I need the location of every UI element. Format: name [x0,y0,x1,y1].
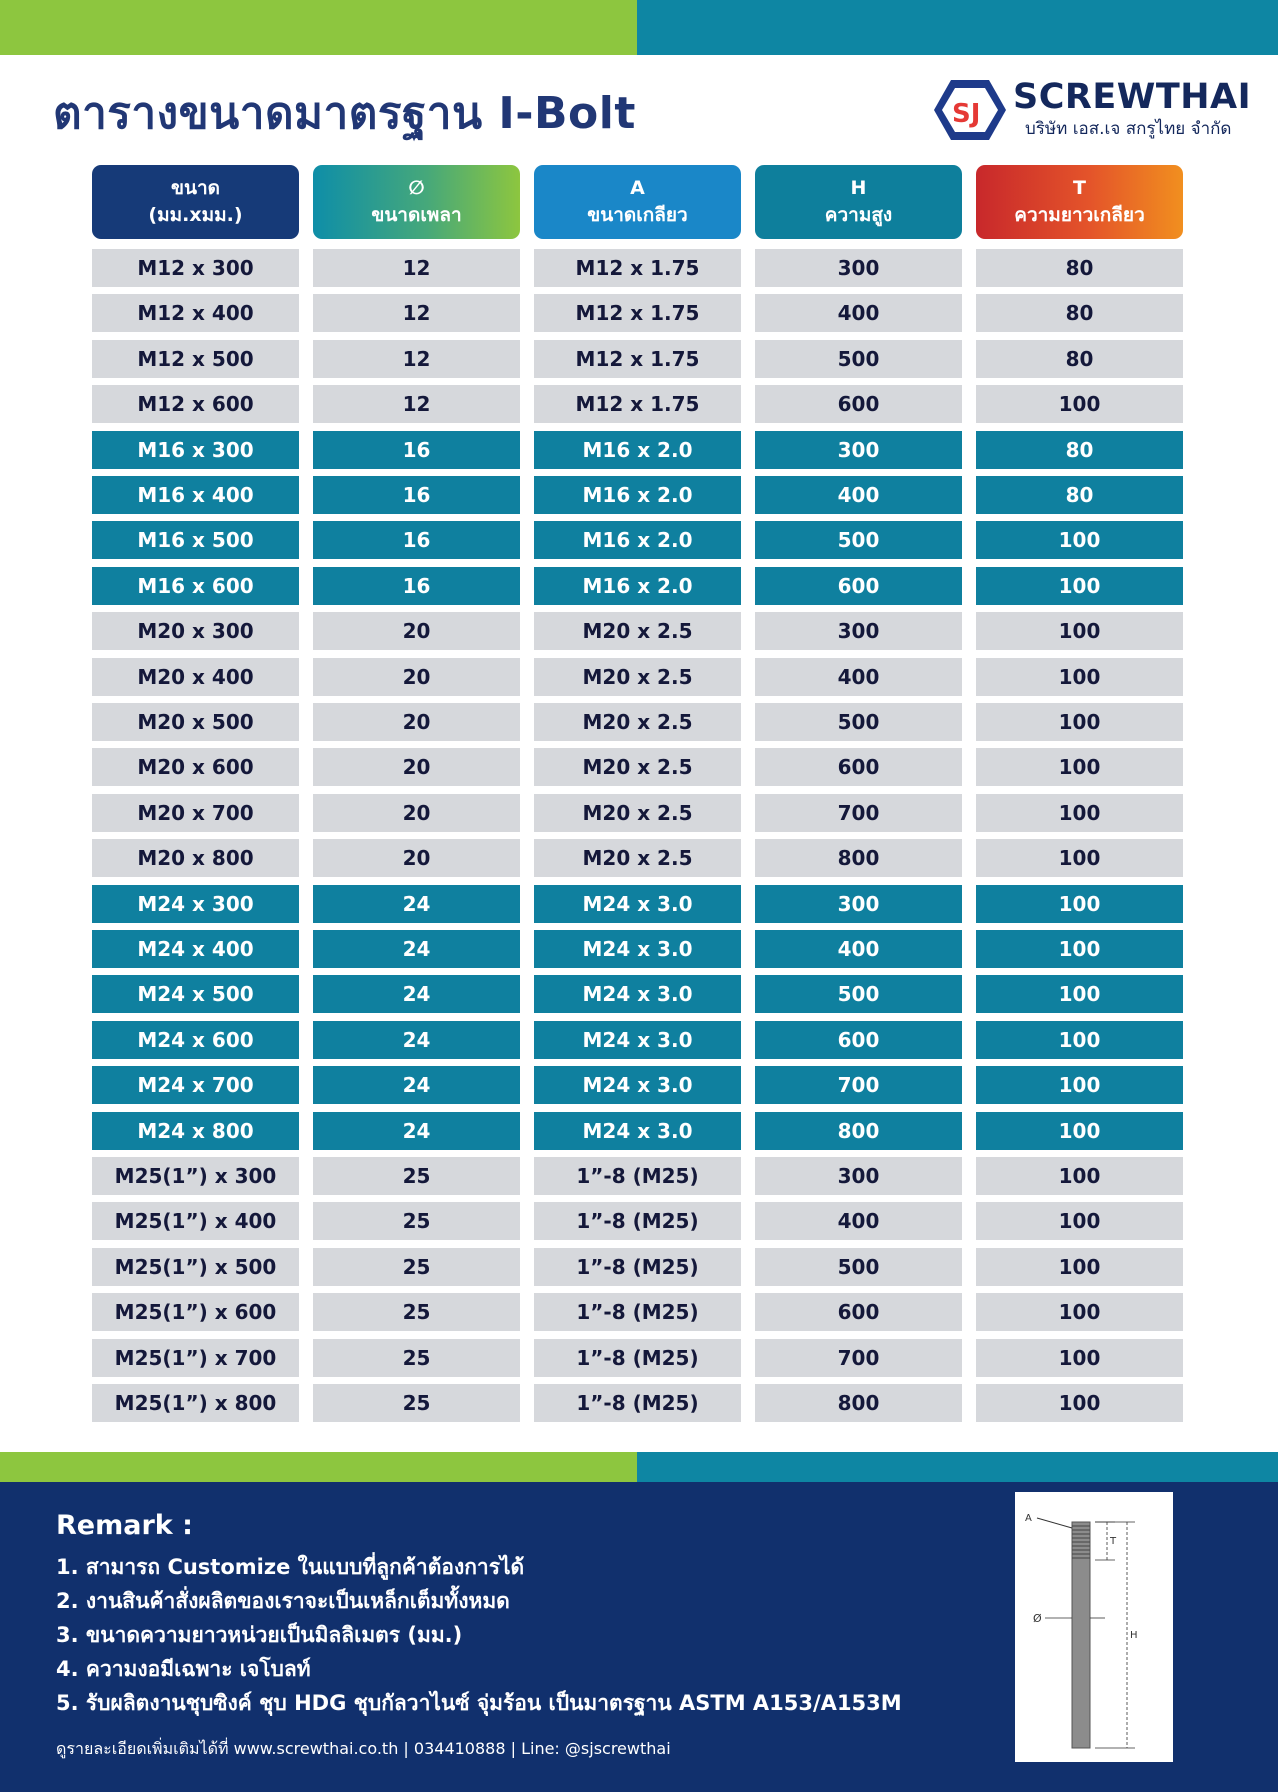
cell-height: 300 [755,431,962,469]
contact-info: ดูรายละเอียดเพิ่มเติมได้ที่ www.screwthai.co.th | 034410888 | Line: @sjscrewthai [56,1739,671,1758]
cell-shaft: 20 [313,658,520,696]
table-row [92,476,1186,514]
diagram-label-t: T [1110,1536,1117,1547]
cell-thread-length: 100 [976,1021,1183,1059]
cell-thread: M16 x 2.0 [534,431,741,469]
cell-shaft: 24 [313,975,520,1013]
cell-shaft: 25 [313,1248,520,1286]
cell-size: M20 x 500 [92,703,299,741]
sj-logo-icon [933,77,1007,143]
table-row [92,1112,1186,1150]
cell-height: 600 [755,748,962,786]
cell-thread: M24 x 3.0 [534,1112,741,1150]
cell-thread-length: 80 [976,340,1183,378]
cell-shaft: 24 [313,1112,520,1150]
cell-thread-length: 100 [976,703,1183,741]
cell-height: 500 [755,1248,962,1286]
cell-height: 400 [755,294,962,332]
diagram-label-h: H [1130,1630,1138,1641]
remark-title: Remark : [56,1510,193,1541]
cell-shaft: 16 [313,431,520,469]
cell-shaft: 16 [313,521,520,559]
top-color-bar [0,0,1278,55]
cell-thread: M24 x 3.0 [534,975,741,1013]
header-thread-length-line1: T [1073,177,1086,199]
cell-shaft: 24 [313,885,520,923]
cell-size: M20 x 300 [92,612,299,650]
cell-height: 500 [755,340,962,378]
cell-height: 700 [755,794,962,832]
table-row [92,612,1186,650]
cell-thread: M20 x 2.5 [534,658,741,696]
cell-thread: M24 x 3.0 [534,1021,741,1059]
cell-shaft: 24 [313,930,520,968]
header-thread-line1: A [630,177,645,199]
mid-bar-blue [637,1452,1278,1482]
cell-size: M25(1”) x 600 [92,1293,299,1331]
cell-thread-length: 100 [976,1157,1183,1195]
table-row [92,1248,1186,1286]
cell-shaft: 16 [313,476,520,514]
cell-height: 300 [755,612,962,650]
table-row [92,839,1186,877]
header-height-line2: ความสูง [824,204,893,226]
page-title: ตารางขนาดมาตรฐาน I-Bolt [53,88,636,139]
cell-thread: 1”-8 (M25) [534,1384,741,1422]
cell-size: M20 x 800 [92,839,299,877]
cell-height: 700 [755,1339,962,1377]
cell-size: M25(1”) x 300 [92,1157,299,1195]
mid-bar-green [0,1452,637,1482]
cell-shaft: 20 [313,839,520,877]
cell-height: 600 [755,1293,962,1331]
cell-shaft: 24 [313,1066,520,1104]
cell-thread: M12 x 1.75 [534,249,741,287]
cell-thread: M12 x 1.75 [534,385,741,423]
table-row [92,885,1186,923]
logo-letter-s: SJ [952,99,981,129]
cell-height: 300 [755,885,962,923]
cell-thread-length: 100 [976,521,1183,559]
screwthai-logo [933,75,1252,145]
cell-size: M25(1”) x 400 [92,1202,299,1240]
table-row [92,1021,1186,1059]
cell-size: M12 x 400 [92,294,299,332]
cell-height: 600 [755,385,962,423]
cell-thread: M16 x 2.0 [534,521,741,559]
cell-thread-length: 80 [976,294,1183,332]
cell-size: M24 x 400 [92,930,299,968]
cell-thread-length: 100 [976,1339,1183,1377]
middle-color-bar [0,1452,1278,1482]
cell-height: 700 [755,1066,962,1104]
cell-thread-length: 100 [976,567,1183,605]
header-shaft-diameter [313,165,520,239]
cell-thread-length: 100 [976,1384,1183,1422]
cell-thread-length: 100 [976,975,1183,1013]
header-size-line1: ขนาด [171,177,220,199]
cell-thread: M16 x 2.0 [534,567,741,605]
cell-thread-length: 100 [976,930,1183,968]
header-thread-line2: ขนาดเกลียว [587,204,688,226]
cell-shaft: 16 [313,567,520,605]
cell-size: M12 x 300 [92,249,299,287]
top-bar-blue [637,0,1278,55]
cell-size: M24 x 500 [92,975,299,1013]
cell-shaft: 20 [313,794,520,832]
cell-thread-length: 80 [976,249,1183,287]
cell-thread: M16 x 2.0 [534,476,741,514]
ibolt-dimension-diagram [1015,1492,1173,1762]
cell-shaft: 25 [313,1157,520,1195]
table-row [92,748,1186,786]
cell-thread-length: 80 [976,431,1183,469]
cell-thread: M20 x 2.5 [534,612,741,650]
cell-thread-length: 100 [976,794,1183,832]
cell-thread-length: 100 [976,1066,1183,1104]
cell-size: M24 x 800 [92,1112,299,1150]
cell-size: M16 x 500 [92,521,299,559]
table-row [92,703,1186,741]
remark-item: 1. สามารถ Customize ในแบบที่ลูกค้าต้องการได้ [56,1555,525,1579]
cell-shaft: 20 [313,612,520,650]
table-row [92,794,1186,832]
diagram-label-a: A [1025,1513,1032,1524]
cell-thread: M12 x 1.75 [534,294,741,332]
cell-thread-length: 100 [976,1202,1183,1240]
cell-height: 600 [755,1021,962,1059]
cell-size: M25(1”) x 500 [92,1248,299,1286]
cell-thread: 1”-8 (M25) [534,1293,741,1331]
cell-thread-length: 80 [976,476,1183,514]
table-row [92,294,1186,332]
table-row [92,249,1186,287]
remark-footer [0,1482,1278,1792]
cell-size: M20 x 600 [92,748,299,786]
header-height-line1: H [850,177,867,199]
cell-thread: M12 x 1.75 [534,340,741,378]
header-height [755,165,962,239]
cell-height: 800 [755,1384,962,1422]
cell-thread-length: 100 [976,839,1183,877]
cell-thread: M24 x 3.0 [534,1066,741,1104]
top-bar-green [0,0,637,55]
cell-thread: M24 x 3.0 [534,885,741,923]
table-row [92,385,1186,423]
cell-shaft: 25 [313,1202,520,1240]
cell-size: M24 x 600 [92,1021,299,1059]
header-thread-length-line2: ความยาวเกลียว [1014,204,1145,226]
cell-shaft: 25 [313,1339,520,1377]
header-size [92,165,299,239]
cell-shaft: 24 [313,1021,520,1059]
diagram-label-diameter: Ø [1033,1612,1042,1625]
cell-height: 300 [755,1157,962,1195]
brand-name: SCREWTHAI [1013,77,1252,117]
header-thread-size [534,165,741,239]
cell-size: M20 x 400 [92,658,299,696]
cell-size: M16 x 300 [92,431,299,469]
cell-thread: 1”-8 (M25) [534,1248,741,1286]
table-header-row [92,165,1186,239]
cell-size: M24 x 300 [92,885,299,923]
cell-height: 400 [755,1202,962,1240]
cell-shaft: 12 [313,340,520,378]
cell-shaft: 12 [313,249,520,287]
cell-height: 500 [755,521,962,559]
header-shaft-line2: ขนาดเพลา [371,204,462,226]
table-row [92,1066,1186,1104]
diameter-symbol-icon: ∅ [408,177,425,199]
cell-thread-length: 100 [976,748,1183,786]
table-row [92,1157,1186,1195]
cell-thread-length: 100 [976,385,1183,423]
cell-shaft: 12 [313,385,520,423]
cell-size: M24 x 700 [92,1066,299,1104]
cell-thread-length: 100 [976,658,1183,696]
cell-thread-length: 100 [976,1248,1183,1286]
cell-thread: M24 x 3.0 [534,930,741,968]
table-row [92,975,1186,1013]
cell-height: 400 [755,476,962,514]
table-row [92,1339,1186,1377]
cell-shaft: 12 [313,294,520,332]
cell-thread: M20 x 2.5 [534,748,741,786]
cell-shaft: 20 [313,703,520,741]
cell-size: M12 x 600 [92,385,299,423]
cell-height: 600 [755,567,962,605]
cell-thread: 1”-8 (M25) [534,1339,741,1377]
cell-thread: M20 x 2.5 [534,703,741,741]
cell-thread: 1”-8 (M25) [534,1202,741,1240]
header-size-line2: (มม.xมม.) [148,204,243,226]
cell-height: 500 [755,703,962,741]
cell-size: M25(1”) x 800 [92,1384,299,1422]
header-thread-length [976,165,1183,239]
remark-item: 3. ขนาดความยาวหน่วยเป็นมิลลิเมตร (มม.) [56,1623,463,1647]
cell-thread: 1”-8 (M25) [534,1157,741,1195]
cell-thread-length: 100 [976,612,1183,650]
cell-height: 300 [755,249,962,287]
cell-size: M16 x 600 [92,567,299,605]
cell-height: 800 [755,1112,962,1150]
table-row [92,1293,1186,1331]
table-row [92,431,1186,469]
remark-list [56,1550,902,1720]
cell-thread-length: 100 [976,885,1183,923]
cell-height: 500 [755,975,962,1013]
cell-size: M12 x 500 [92,340,299,378]
remark-item: 5. รับผลิตงานชุบซิงค์ ชุบ HDG ชุบกัลวาไนซ์ จุ่มร้อน เป็นมาตรฐาน ASTM A153/A153M [56,1691,902,1715]
cell-height: 400 [755,658,962,696]
remark-item: 4. ความงอมีเฉพาะ เจโบลท์ [56,1657,311,1681]
table-row [92,658,1186,696]
cell-thread: M20 x 2.5 [534,839,741,877]
cell-size: M16 x 400 [92,476,299,514]
cell-size: M20 x 700 [92,794,299,832]
cell-shaft: 25 [313,1293,520,1331]
cell-height: 400 [755,930,962,968]
table-row [92,567,1186,605]
cell-thread-length: 100 [976,1293,1183,1331]
cell-shaft: 20 [313,748,520,786]
table-row [92,1384,1186,1422]
table-row [92,1202,1186,1240]
table-row [92,521,1186,559]
cell-shaft: 25 [313,1384,520,1422]
company-name: บริษัท เอส.เจ สกรูไทย จำกัด [1025,119,1232,139]
cell-thread-length: 100 [976,1112,1183,1150]
table-row [92,930,1186,968]
remark-item: 2. งานสินค้าสั่งผลิตของเราจะเป็นเหล็กเต็มทั้งหมด [56,1589,510,1613]
table-row [92,340,1186,378]
cell-height: 800 [755,839,962,877]
cell-size: M25(1”) x 700 [92,1339,299,1377]
cell-thread: M20 x 2.5 [534,794,741,832]
ibolt-size-table [92,165,1186,1415]
